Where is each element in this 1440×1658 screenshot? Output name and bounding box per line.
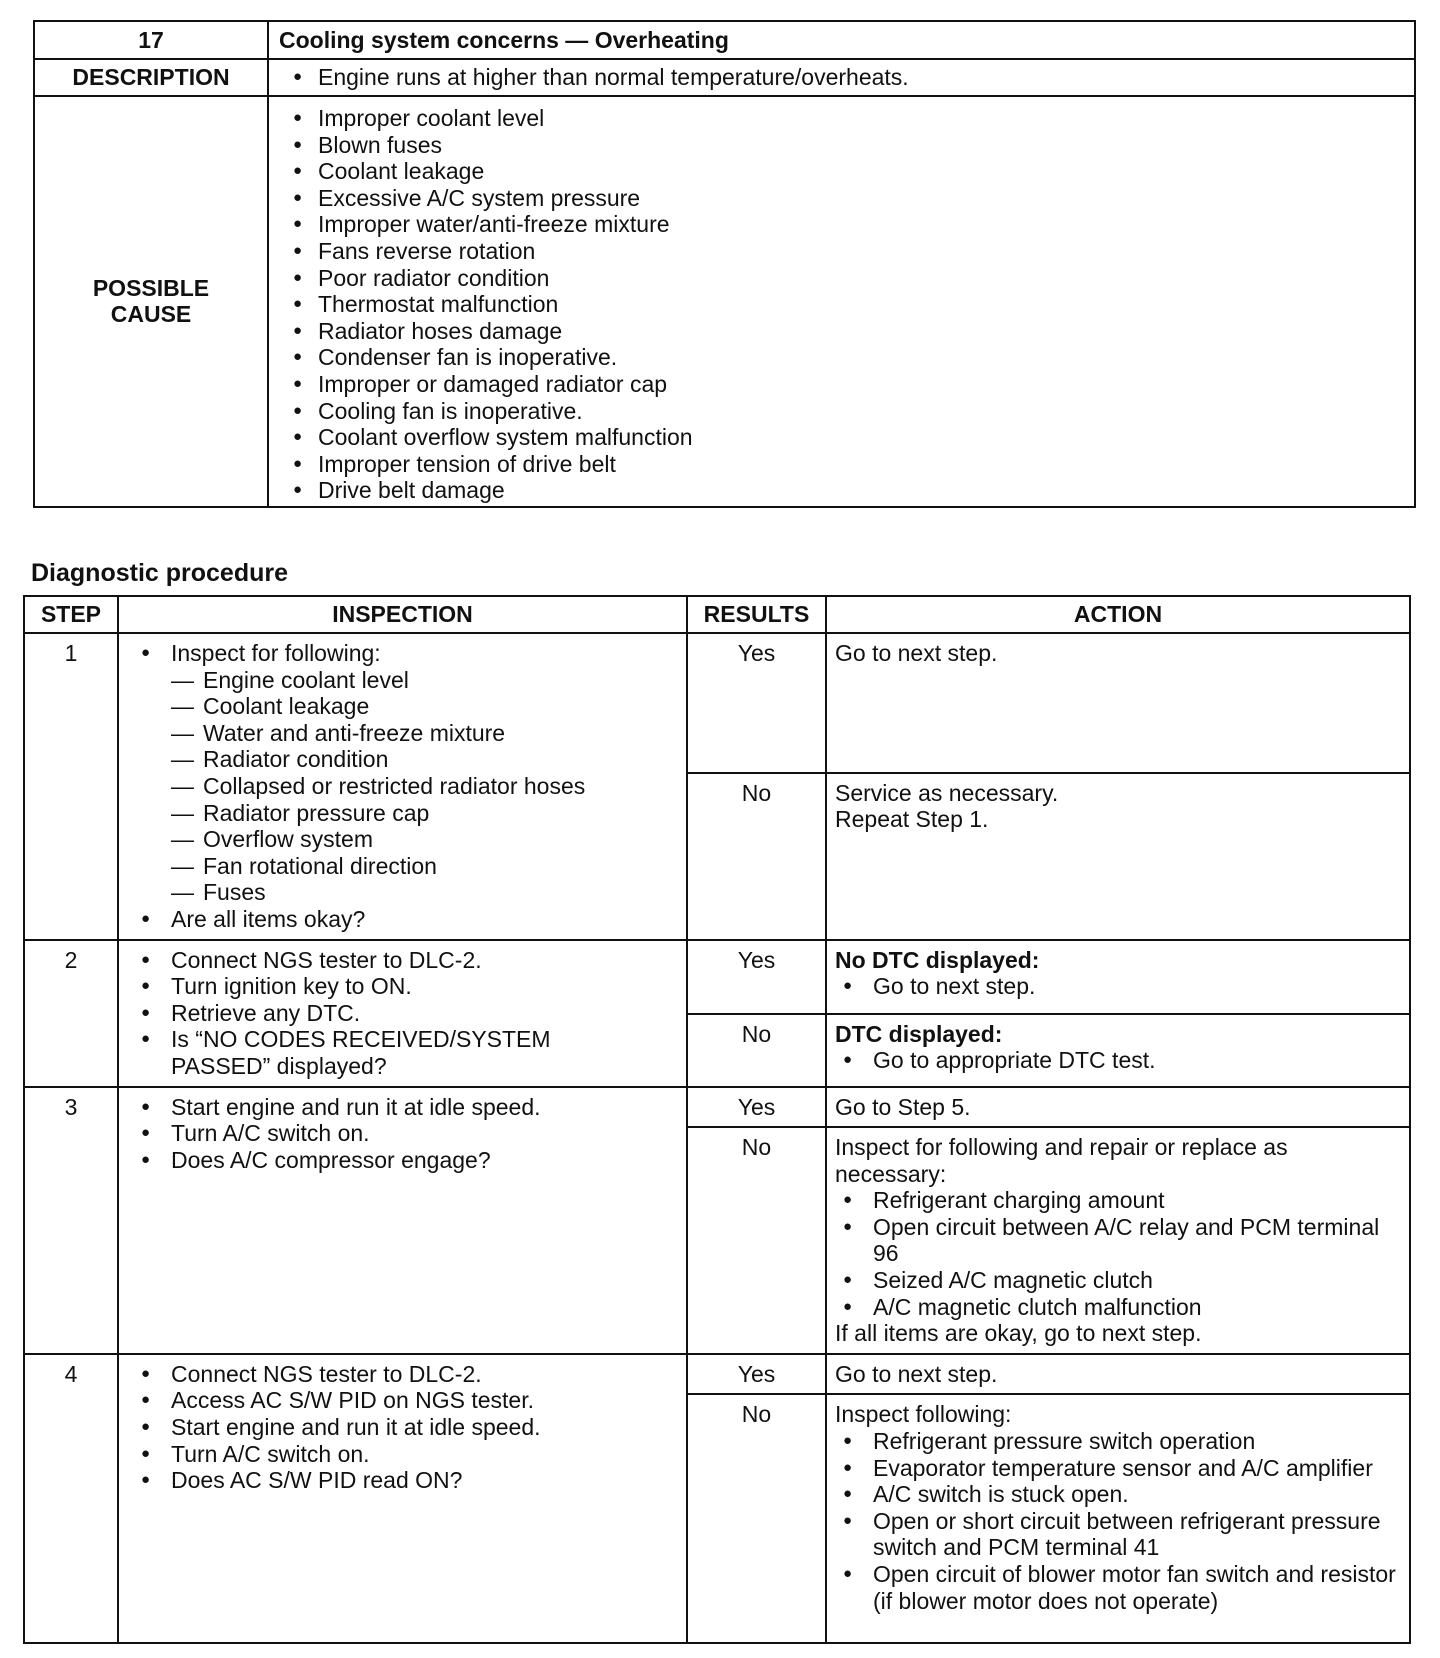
cause-item: ● Coolant overflow system malfunction [293, 424, 1414, 451]
bullet-icon: ● [843, 1297, 853, 1315]
diagnostic-procedure-table [23, 595, 1411, 1644]
description-item: ● Engine runs at higher than normal temperature/overheats. [293, 64, 1414, 91]
step-number: 3 [24, 1087, 118, 1354]
inspection-item-text: Start engine and run it at idle speed. [171, 1093, 541, 1120]
inspection-list [141, 640, 678, 933]
bullet-icon: ● [141, 1030, 151, 1048]
procedure-header-row [24, 596, 1410, 633]
action-line: Service as necessary. [835, 779, 1059, 806]
possible-cause-list [269, 97, 1414, 506]
bullet-icon: ● [141, 977, 151, 995]
inspection-subitem [141, 800, 678, 827]
result-yes: Yes [687, 1087, 826, 1128]
inspection-item-text: Is “NO CODES RECEIVED/SYSTEM PASSED” displayed? [171, 1026, 551, 1079]
possible-cause-label [34, 96, 268, 507]
summary-header-row [34, 21, 1415, 59]
bullet-icon: ● [843, 1511, 853, 1529]
action-heading: DTC displayed: [835, 1020, 1003, 1047]
description-label: DESCRIPTION [34, 59, 268, 96]
action-item [843, 1481, 1401, 1508]
inspection-subitem [141, 853, 678, 880]
inspection-item [141, 1467, 678, 1494]
inspection-item [141, 640, 678, 667]
bullet-icon: ● [141, 950, 151, 968]
inspection-subitem [141, 826, 678, 853]
diagnostic-procedure-heading: Diagnostic procedure [31, 559, 288, 587]
dash-icon: — [171, 852, 194, 879]
inspection-item-text: Inspect for following: [171, 640, 381, 666]
column-header-step: STEP [24, 596, 118, 633]
action-yes [826, 940, 1410, 1014]
column-header-inspection: INSPECTION [118, 596, 687, 633]
inspection-subitem [141, 667, 678, 694]
action-item-text: Refrigerant charging amount [873, 1187, 1165, 1214]
inspection-item-text: Turn A/C switch on. [171, 1440, 370, 1467]
action-item [843, 1294, 1401, 1321]
description-list [269, 64, 1414, 91]
cause-item: ● Cooling fan is inoperative. [293, 398, 1414, 425]
bullet-icon: ● [843, 1432, 853, 1450]
cause-item: ● Thermostat malfunction [293, 291, 1414, 318]
cause-item: ● Improper tension of drive belt [293, 451, 1414, 478]
step-4-yes-row [24, 1354, 1410, 1395]
result-no: No [687, 773, 826, 940]
inspection-item [141, 1387, 678, 1414]
cause-item: ● Blown fuses [293, 132, 1414, 159]
bullet-icon: ● [843, 1458, 853, 1476]
action-item-text: Open or short circuit between refrigerant pressure switch and PCM terminal 41 [873, 1507, 1381, 1561]
inspection-item [141, 1120, 678, 1147]
inspection-item [141, 906, 678, 933]
action-no [826, 1127, 1410, 1354]
inspection-item [141, 1414, 678, 1441]
dash-icon: — [171, 826, 194, 853]
inspection-item [141, 1147, 678, 1174]
step-inspection [118, 1354, 687, 1644]
inspection-subitem-text: Water and anti-freeze mixture [203, 719, 506, 746]
inspection-item-text: Connect NGS tester to DLC-2. [171, 1360, 482, 1387]
inspection-subitem [141, 746, 678, 773]
dash-icon: — [171, 693, 194, 720]
concern-title: Cooling system concerns — Overheating [268, 21, 1415, 59]
step-1-yes-row [24, 633, 1410, 773]
inspection-subitem-text: Fuses [203, 879, 266, 906]
action-yes: Go to Step 5. [826, 1087, 1410, 1128]
inspection-item [141, 1361, 678, 1388]
inspection-item [141, 947, 678, 974]
bullet-icon: ● [843, 1485, 853, 1503]
result-yes: Yes [687, 633, 826, 773]
action-list [835, 1047, 1401, 1074]
inspection-item-text: Retrieve any DTC. [171, 999, 361, 1026]
inspection-list [141, 947, 678, 1080]
action-yes: Go to next step. [826, 633, 1410, 773]
inspection-item [141, 1441, 678, 1468]
action-item [843, 973, 1401, 1000]
inspection-subitem [141, 773, 678, 800]
action-item-text: Go to next step. [873, 973, 1036, 1000]
inspection-list [141, 1094, 678, 1174]
cause-item: ● Excessive A/C system pressure [293, 185, 1414, 212]
result-yes: Yes [687, 940, 826, 1014]
possible-cause-label-line1: POSSIBLE [92, 274, 210, 301]
action-list [835, 1187, 1401, 1320]
action-item [843, 1455, 1401, 1482]
action-item-text: Seized A/C magnetic clutch [873, 1267, 1153, 1294]
bullet-icon: ● [141, 909, 151, 927]
inspection-list [141, 1361, 678, 1494]
action-item [843, 1214, 1401, 1267]
action-intro: Inspect for following and repair or replace as necessary: [835, 1134, 1288, 1187]
action-item-text: A/C switch is stuck open. [873, 1481, 1129, 1508]
dash-icon: — [171, 772, 194, 799]
step-number: 1 [24, 633, 118, 940]
bullet-icon: ● [141, 1444, 151, 1462]
action-heading: No DTC displayed: [835, 946, 1040, 973]
bullet-icon: ● [843, 977, 853, 995]
action-item [843, 1267, 1401, 1294]
action-no [826, 1014, 1410, 1087]
action-item-text: Refrigerant pressure switch operation [873, 1428, 1256, 1455]
step-inspection [118, 1087, 687, 1354]
dash-icon: — [171, 746, 194, 773]
bullet-icon: ● [141, 1391, 151, 1409]
inspection-item-text: Access AC S/W PID on NGS tester. [171, 1387, 535, 1414]
column-header-results: RESULTS [687, 596, 826, 633]
cause-item: ● Improper coolant level [293, 105, 1414, 132]
inspection-subitem-text: Radiator pressure cap [203, 799, 430, 826]
cause-item: ● Improper or damaged radiator cap [293, 371, 1414, 398]
step-inspection [118, 940, 687, 1087]
step-number: 2 [24, 940, 118, 1087]
dash-icon: — [171, 666, 194, 693]
inspection-subitem-text: Overflow system [203, 826, 373, 853]
inspection-subitem [141, 879, 678, 906]
inspection-subitem [141, 720, 678, 747]
bullet-icon: ● [843, 1271, 853, 1289]
inspection-subitem [141, 693, 678, 720]
concern-number: 17 [34, 21, 268, 59]
step-2-yes-row [24, 940, 1410, 1014]
inspection-item [141, 1000, 678, 1027]
bullet-icon: ● [141, 1124, 151, 1142]
result-no: No [687, 1394, 826, 1643]
bullet-icon: ● [843, 1191, 853, 1209]
result-no: No [687, 1127, 826, 1354]
inspection-item-text: Connect NGS tester to DLC-2. [171, 946, 482, 973]
possible-cause-cell [268, 96, 1415, 507]
bullet-icon: ● [141, 1150, 151, 1168]
cause-item: ● Coolant leakage [293, 158, 1414, 185]
concern-summary-table [33, 20, 1416, 508]
bullet-icon: ● [141, 1003, 151, 1021]
bullet-icon: ● [843, 1051, 853, 1069]
action-yes: Go to next step. [826, 1354, 1410, 1395]
action-list [835, 973, 1401, 1000]
bullet-icon: ● [141, 1364, 151, 1382]
inspection-item [141, 1026, 678, 1079]
inspection-item-text: Does AC S/W PID read ON? [171, 1467, 463, 1494]
action-item-text: Go to appropriate DTC test. [873, 1047, 1156, 1074]
possible-cause-label-line2: CAUSE [110, 301, 192, 328]
inspection-item-text: Does A/C compressor engage? [171, 1146, 491, 1173]
bullet-icon: ● [141, 644, 151, 661]
inspection-item-text: Start engine and run it at idle speed. [171, 1414, 541, 1441]
cause-item: ● Fans reverse rotation [293, 238, 1414, 265]
inspection-item [141, 973, 678, 1000]
cause-item: ● Condenser fan is inoperative. [293, 344, 1414, 371]
action-line: Repeat Step 1. [835, 806, 989, 833]
possible-cause-row [34, 96, 1415, 507]
action-item [843, 1428, 1401, 1455]
action-item [843, 1047, 1401, 1074]
action-item [843, 1508, 1401, 1561]
action-item-text: A/C magnetic clutch malfunction [873, 1293, 1202, 1320]
inspection-subitem-text: Coolant leakage [203, 693, 370, 720]
inspection-item-text: Turn ignition key to ON. [171, 973, 412, 1000]
inspection-item [141, 1094, 678, 1121]
action-no [826, 773, 1410, 940]
inspection-subitem-text: Radiator condition [203, 746, 389, 773]
action-item-text: Open circuit between A/C relay and PCM terminal 96 [873, 1213, 1380, 1267]
action-item-text: Open circuit of blower motor fan switch and resistor (if blower motor does not operate) [873, 1561, 1396, 1614]
result-no: No [687, 1014, 826, 1087]
cause-item: ● Improper water/anti-freeze mixture [293, 211, 1414, 238]
description-cell [268, 59, 1415, 96]
dash-icon: — [171, 799, 194, 826]
action-list [835, 1428, 1401, 1614]
bullet-icon: ● [843, 1217, 853, 1235]
inspection-subitem-text: Collapsed or restricted radiator hoses [203, 772, 586, 799]
action-item [843, 1187, 1401, 1214]
step-inspection [118, 633, 687, 940]
bullet-icon: ● [141, 1418, 151, 1436]
column-header-action: ACTION [826, 596, 1410, 633]
dash-icon: — [171, 719, 194, 746]
inspection-subitem-text: Engine coolant level [203, 666, 409, 693]
cause-item: ● Radiator hoses damage [293, 318, 1414, 345]
step-3-yes-row [24, 1087, 1410, 1128]
action-intro: Inspect following: [835, 1401, 1012, 1428]
inspection-item-text: Turn A/C switch on. [171, 1120, 370, 1147]
description-row [34, 59, 1415, 96]
action-no [826, 1394, 1410, 1643]
inspection-subitem-text: Fan rotational direction [203, 852, 437, 879]
bullet-icon: ● [141, 1471, 151, 1489]
inspection-item-text: Are all items okay? [171, 905, 366, 932]
bullet-icon: ● [141, 1097, 151, 1115]
action-outro: If all items are okay, go to next step. [835, 1320, 1202, 1347]
cause-item: ● Poor radiator condition [293, 265, 1414, 292]
result-yes: Yes [687, 1354, 826, 1395]
step-number: 4 [24, 1354, 118, 1644]
action-item-text: Evaporator temperature sensor and A/C amplifier [873, 1454, 1373, 1481]
dash-icon: — [171, 879, 194, 906]
bullet-icon: ● [843, 1565, 853, 1582]
action-item [843, 1561, 1401, 1614]
cause-item: ● Drive belt damage [293, 477, 1414, 504]
